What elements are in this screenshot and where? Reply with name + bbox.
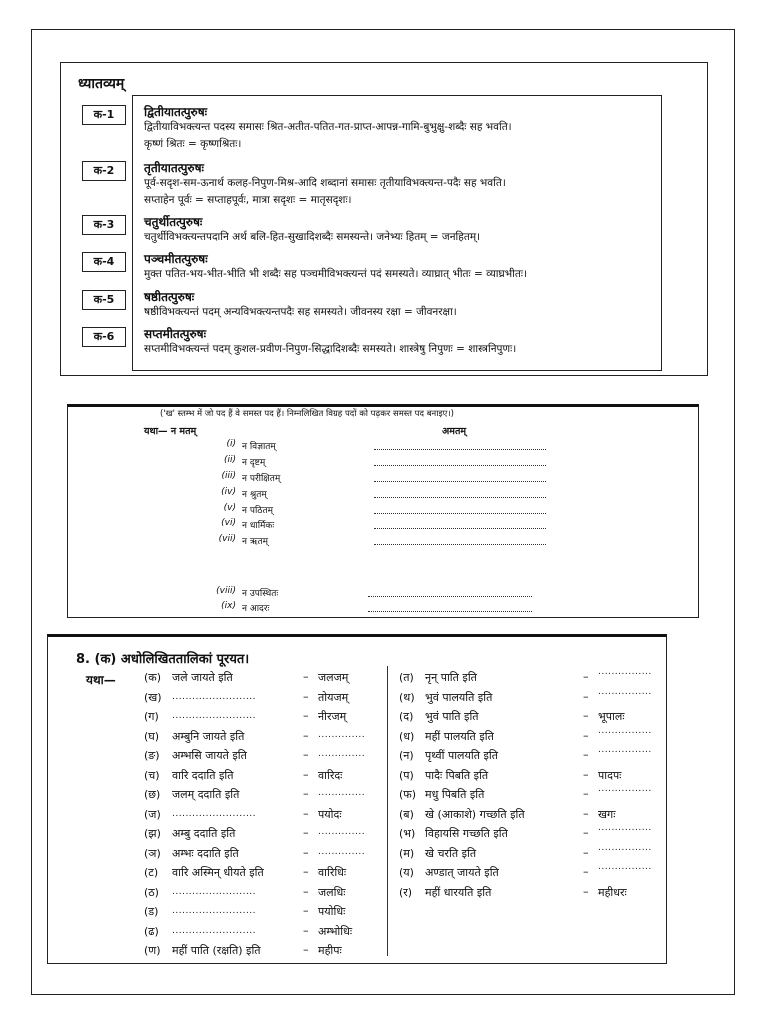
row-phrase: मधु पिबति इति (425, 788, 485, 801)
rule-title: चतुर्थीतत्पुरुषः (144, 215, 203, 229)
row-phrase: अम्बु ददाति इति (172, 827, 236, 840)
row-dash: – (303, 943, 309, 956)
row-label: (न) (399, 749, 414, 762)
rule-tag: क-4 (82, 252, 126, 272)
row-label: (फ) (399, 788, 417, 801)
row-phrase: खे चरति इति (425, 846, 477, 860)
row-answer: वारिधिः (318, 866, 347, 879)
row-dash: – (303, 689, 309, 703)
item-text: न दृष्टम् (242, 458, 266, 468)
rule-title: द्वितीयातत्पुरुषः (144, 105, 208, 119)
item-number: (iii) (221, 471, 236, 481)
item-text: न आदरः (242, 604, 270, 614)
item-number: (v) (223, 503, 236, 513)
answer-blank: .............. (318, 729, 366, 740)
item-number: (vi) (221, 518, 236, 528)
row-dash: – (303, 748, 309, 761)
rule-title: पञ्चमीतत्पुरुषः (144, 252, 208, 266)
table-example-label: यथा— (86, 673, 116, 687)
row-phrase: जले जायते इति (172, 671, 233, 684)
item-number: (ix) (221, 601, 236, 611)
row-dash: – (303, 709, 309, 722)
row-label: (च) (144, 768, 160, 782)
row-dash: – (583, 670, 589, 683)
row-label: (द) (399, 710, 414, 723)
rule-line: द्वितीयाविभक्त्यन्त पदस्य समासः श्रित-अतीत-पतित-गत-प्राप्त-आपन्न-गामि-बुभुक्षु-शब्दैः सह भवति। (144, 121, 512, 133)
row-phrase: भुवं पालयति इति (425, 690, 493, 704)
rule-line: सप्तमीविभक्त्यन्तं पदम् कुशल-प्रवीण-निपुण-सिद्धादिशब्दैः समस्यते। शास्त्रेषु निपुणः = शास्त्रनिपुणः। (144, 343, 517, 355)
row-dash: – (583, 767, 589, 781)
row-label: (त) (399, 671, 414, 684)
row-phrase: वारि ददाति इति (172, 768, 234, 782)
row-dash: – (303, 670, 309, 683)
row-dash: – (583, 728, 589, 742)
row-dash: – (303, 845, 309, 859)
row-dash: – (303, 806, 309, 820)
row-dash: – (303, 904, 309, 917)
answer-blank: ................ (598, 823, 652, 833)
rule-line: षष्ठीविभक्त्यन्तं पदम् अन्यविभक्त्यन्तपदैः सह समस्यते। जीवनस्य रक्षा = जीवनरक्षा। (144, 306, 457, 318)
answer-blank: ................ (598, 842, 652, 853)
row-answer: महीपः (318, 944, 342, 957)
item-text: न उपस्थितः (242, 589, 279, 599)
row-label: (ग) (144, 710, 159, 723)
rules-heading: ध्यातव्यम् (78, 76, 125, 92)
answer-blank (374, 449, 546, 450)
row-dash: – (303, 923, 309, 937)
row-dash: – (583, 845, 589, 859)
rule-tag: क-2 (82, 161, 126, 181)
phrase-blank: ......................... (172, 711, 257, 721)
row-label: (प) (399, 768, 414, 782)
row-label: (य) (399, 866, 414, 879)
row-label: (ढ) (144, 924, 159, 938)
row-dash: – (583, 806, 589, 820)
row-label: (ण) (144, 944, 161, 957)
phrase-blank: ......................... (172, 691, 257, 702)
row-answer: नीरजम् (318, 710, 347, 723)
row-phrase: अम्भसि जायते इति (172, 749, 247, 762)
answer-blank: .............. (318, 788, 366, 798)
answer-blank: .............. (318, 827, 366, 837)
row-phrase: भुवं पाति इति (425, 710, 479, 723)
row-label: (छ) (144, 788, 161, 801)
answer-blank (374, 544, 546, 545)
row-label: (ध) (399, 729, 415, 743)
phrase-blank: ......................... (172, 925, 257, 936)
row-label: (ड) (144, 905, 159, 918)
answer-blank: ................ (598, 784, 652, 794)
row-answer: भूपालः (598, 710, 625, 723)
answer-blank: .............. (318, 749, 366, 759)
rule-title: षष्ठीतत्पुरुषः (144, 290, 195, 304)
row-dash: – (303, 767, 309, 781)
row-dash: – (583, 709, 589, 722)
answer-blank (374, 528, 546, 529)
row-label: (ब) (399, 807, 414, 821)
row-dash: – (583, 826, 589, 839)
row-phrase: खे (आकाशे) गच्छति इति (425, 807, 525, 821)
row-label: (थ) (399, 690, 415, 704)
answer-blank (374, 481, 546, 482)
item-text: न ऋतम् (242, 537, 269, 547)
answer-blank: ................ (598, 686, 652, 697)
row-answer: पयोधिः (318, 905, 346, 918)
row-phrase: जलम् ददाति इति (172, 788, 240, 801)
rule-title: तृतीयातत्पुरुषः (144, 161, 204, 175)
phrase-blank: ......................... (172, 808, 257, 819)
item-text: न विज्ञातम् (242, 442, 276, 452)
answer-blank (374, 465, 546, 466)
phrase-blank: ......................... (172, 906, 257, 916)
row-dash: – (583, 787, 589, 800)
row-dash: – (303, 826, 309, 839)
column-divider (387, 666, 388, 956)
row-phrase: विहायसि गच्छति इति (425, 827, 508, 840)
item-number: (iv) (221, 487, 236, 497)
row-dash: – (583, 865, 589, 878)
row-label: (ठ) (144, 885, 159, 899)
row-dash: – (583, 884, 589, 898)
answer-blank: ................ (598, 725, 652, 736)
row-phrase: पृथ्वीं पालयति इति (425, 749, 499, 762)
rule-tag: क-1 (82, 105, 126, 125)
row-answer: वारिदः (318, 768, 343, 782)
answer-blank (374, 513, 546, 514)
row-phrase: महीं पालयति इति (425, 729, 494, 743)
row-label: (ङ) (144, 749, 160, 762)
item-text: न परीक्षितम् (242, 474, 281, 484)
item-text: न पठितम् (242, 506, 274, 516)
item-number: (i) (226, 439, 236, 449)
example-answer: अमतम् (442, 426, 467, 437)
row-answer: महीधरः (598, 885, 627, 899)
answer-blank: ................ (598, 862, 652, 872)
row-label: (क) (144, 671, 162, 684)
row-phrase: पादैः पिबति इति (425, 768, 489, 782)
item-number: (viii) (216, 586, 236, 596)
row-label: (घ) (144, 729, 160, 743)
answer-blank (374, 497, 546, 498)
row-answer: तोयजम् (318, 690, 349, 704)
row-dash: – (303, 787, 309, 800)
item-text: न श्रुतम् (242, 490, 267, 500)
answer-blank (368, 611, 532, 612)
table-exercise-box (47, 634, 667, 964)
exercise-instruction: ('ख' स्तम्भ में जो पद हैं वे समस्त पद हैं। निम्नलिखित विग्रह पदों को पढ़कर समस्त पद बनाइए।) (160, 409, 454, 419)
row-label: (ञ) (144, 846, 161, 860)
row-dash: – (303, 728, 309, 742)
rule-title: सप्तमीतत्पुरुषः (144, 327, 207, 341)
row-answer: अम्भोधिः (318, 924, 353, 938)
example-label: यथा— न मतम् (144, 426, 197, 437)
rule-example: कृष्णं श्रितः = कृष्णश्रितः। (144, 138, 242, 150)
rule-line: मुक्त पतित-भय-भीत-भीति भी शब्दैः सह पञ्चमीविभक्त्यन्तं पदं समस्यते। व्याघ्रात् भीतः = व्याघ्रभीतः। (144, 268, 527, 280)
row-phrase: वारि अस्मिन् धीयते इति (172, 866, 264, 879)
rule-tag: क-5 (82, 290, 126, 310)
row-phrase: अण्डात् जायते इति (425, 866, 499, 879)
row-phrase: अम्भः ददाति इति (172, 846, 239, 860)
item-number: (ii) (223, 455, 236, 465)
row-dash: – (583, 689, 589, 703)
rule-line: पूर्व-सदृश-सम-ऊनार्थ कलह-निपुण-मिश्र-आदि शब्दानां समासः तृतीयाविभक्त्यन्त-पदैः सह भवति। (144, 177, 506, 189)
rule-tag: क-3 (82, 215, 126, 235)
row-phrase: नृन् पाति इति (425, 671, 477, 684)
row-label: (र) (399, 885, 413, 899)
answer-blank: .............. (318, 846, 366, 857)
rule-line: चतुर्थीविभक्त्यन्तपदानि अर्थ बलि-हित-सुखादिशब्दैः समस्यन्ते। जनेभ्यः हितम् = जनहितम्। (144, 231, 481, 243)
table-exercise-heading: 8. (क) अधोलिखिततालिकां पूरयत। (76, 652, 250, 667)
rule-tag: क-6 (82, 327, 126, 347)
row-answer: जलधिः (318, 885, 346, 899)
row-answer: पयोदः (318, 807, 342, 821)
row-dash: – (583, 748, 589, 761)
row-label: (ख) (144, 690, 162, 704)
row-answer: पादपः (598, 768, 622, 782)
row-label: (म) (399, 846, 415, 860)
answer-blank: ................ (598, 667, 652, 677)
row-label: (झ) (144, 827, 161, 840)
answer-blank (368, 596, 532, 597)
row-dash: – (303, 884, 309, 898)
row-answer: खगः (598, 807, 616, 821)
row-phrase: महीं पाति (रक्षति) इति (172, 944, 261, 957)
item-text: न धार्मिकः (242, 521, 275, 531)
row-label: (भ) (399, 827, 416, 840)
row-dash: – (303, 865, 309, 878)
item-number: (vii) (218, 534, 236, 544)
row-label: (ट) (144, 866, 159, 879)
row-phrase: महीं धारयति इति (425, 885, 492, 899)
phrase-blank: ......................... (172, 886, 257, 897)
rule-example: सप्ताहेन पूर्वः = सप्ताहपूर्वः, मात्रा सदृशः = मातृसदृशः। (144, 194, 352, 206)
row-answer: जलजम् (318, 671, 349, 684)
answer-blank: ................ (598, 745, 652, 755)
row-phrase: अम्बुनि जायते इति (172, 729, 245, 743)
row-label: (ज) (144, 807, 161, 821)
